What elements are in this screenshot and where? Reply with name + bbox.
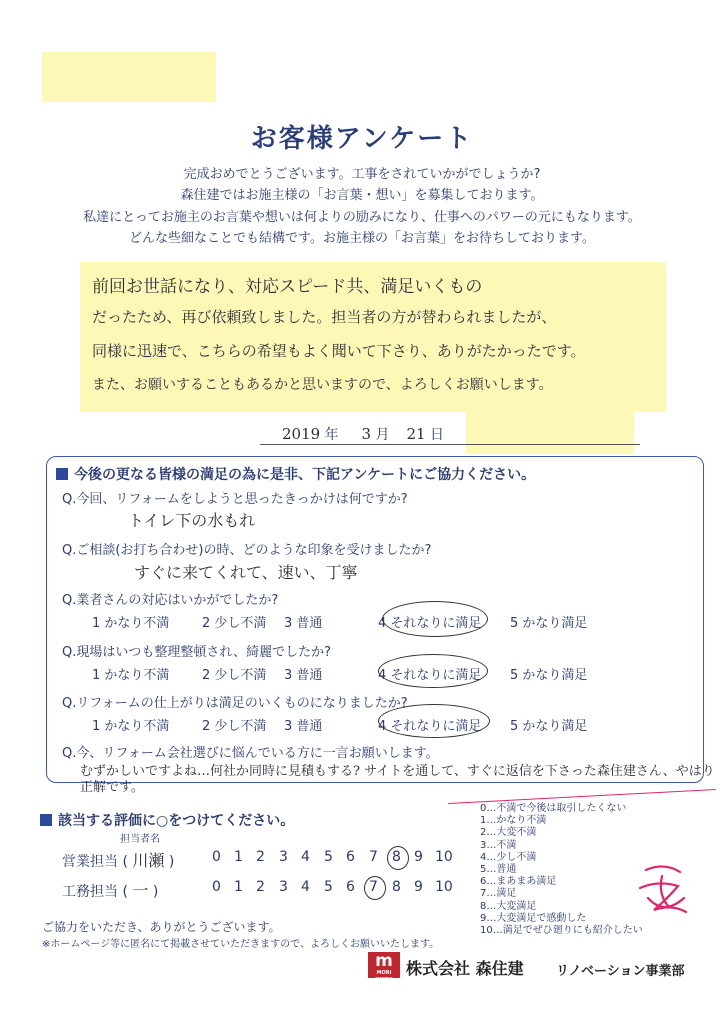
comment-line-2: だったため、再び依頼致しました。担当者の方が替わられましたが、 — [92, 308, 557, 326]
q5-option-3: 3 普通 — [284, 719, 323, 734]
office-score-2: 2 — [256, 879, 265, 895]
q5-option-1: 1 かなり不満 — [92, 719, 170, 734]
sales-score-9: 9 — [414, 849, 423, 865]
thanks-text: ご協力をいただき、ありがとうございます。 — [42, 920, 281, 934]
q3-option-4: 4 それなりに満足 — [378, 616, 482, 631]
sales-score-10: 10 — [435, 849, 453, 865]
q4-option-2: 2 少し不満 — [202, 668, 267, 683]
survey-heading-text: 今後の更なる皆様の満足の為に是非、下記アンケートにご協力ください。 — [74, 467, 536, 483]
date-underline — [260, 444, 640, 445]
q5-selected-circle — [378, 704, 490, 738]
legend-6: 6…まあまあ満足 — [480, 876, 557, 888]
legend-4: 4…少し不満 — [480, 851, 537, 863]
stamp-mark-icon — [628, 858, 698, 922]
sales-name: 川瀬 — [132, 851, 165, 870]
square-bullet-icon — [56, 468, 68, 480]
intro-line-2: 森住建ではお施主様の「お言葉・想い」を募集しております。 — [180, 188, 544, 203]
comment-line-1: 前回お世話になり、対応スピード共、満足いくもの — [92, 277, 483, 297]
sales-score-3: 3 — [279, 849, 288, 865]
legend-3: 3…不満 — [480, 839, 517, 851]
redaction-block-name — [466, 408, 634, 454]
office-score-1: 1 — [234, 879, 243, 895]
q3-selected-circle — [382, 601, 488, 637]
company-name: 株式会社 森住建 — [406, 959, 524, 978]
sales-score-circle — [387, 846, 409, 870]
question-4: Q.現場はいつも整理整頓され、綺麗でしたか? — [62, 645, 332, 660]
legend-9: 9…大変満足で感動した — [480, 912, 587, 924]
date-month-label: 月 — [375, 427, 390, 443]
date-day-label: 日 — [430, 427, 444, 443]
office-score-8: 8 — [392, 879, 401, 895]
date-year-value: 2019 — [282, 425, 321, 443]
q4-option-5: 5 かなり満足 — [510, 668, 588, 683]
legend-7: 7…満足 — [480, 888, 517, 900]
office-label: 工務担当 — [62, 884, 118, 900]
q5-option-5: 5 かなり満足 — [510, 719, 588, 734]
sales-score-6: 6 — [346, 849, 355, 865]
date-row — [282, 424, 444, 444]
staff-name-header: 担当者名 — [120, 834, 160, 845]
footer-note: ※ホームページ等に匿名にて掲載させていただきますので、よろしくお願いいたします。 — [42, 939, 440, 950]
question-2: Q.ご相談(お打ち合わせ)の時、どのような印象を受けましたか? — [62, 543, 432, 558]
legend-0: 0…不満で今後は取引したくない — [480, 803, 627, 814]
company-logo — [368, 951, 400, 983]
q5-option-2: 2 少し不満 — [202, 719, 267, 734]
comment-line-3: 同様に迅速で、こちらの希望もよく聞いて下さり、ありがたかったです。 — [92, 342, 586, 360]
answer-2: すぐに来てくれて、速い、丁寧 — [134, 563, 358, 582]
sales-score-1: 1 — [234, 849, 243, 865]
question-3: Q.業者さんの対応はいかがでしたか? — [62, 593, 279, 608]
q5-option-4: 4 それなりに満足 — [378, 719, 482, 734]
score-legend — [480, 803, 643, 937]
office-score-6: 6 — [346, 879, 355, 895]
legend-1: 1…かなり不満 — [480, 815, 547, 827]
question-6: Q.今、リフォーム会社選びに悩んでいる方に一言お願いします。 — [62, 746, 439, 761]
date-day-value: 21 — [406, 425, 426, 443]
office-score-5: 5 — [324, 879, 333, 895]
comment-line-4: また、お願いすることもあるかと思いますので、よろしくお願いします。 — [92, 377, 553, 393]
answer-6: むずかしいですよね…何社か同時に見積もする? サイトを通して、すぐに返信を下さった森住建さん、やはり正解です。 — [80, 764, 715, 795]
q3-option-1: 1 かなり不満 — [92, 616, 170, 631]
q4-option-4: 4 それなりに満足 — [378, 668, 482, 683]
sales-score-4: 4 — [301, 849, 310, 865]
q4-selected-circle — [378, 654, 488, 688]
question-1: Q.今回、リフォームをしようと思ったきっかけは何ですか? — [62, 492, 408, 507]
sales-label: 営業担当 — [62, 854, 118, 870]
q3-option-5: 5 かなり満足 — [510, 616, 588, 631]
q3-option-2: 2 少し不満 — [202, 616, 267, 631]
office-score-3: 3 — [279, 879, 288, 895]
legend-2: 2…大変不満 — [480, 827, 537, 839]
answer-1: トイレ下の水もれ — [128, 511, 256, 530]
rating-heading-text: 該当する評価に○をつけてください。 — [58, 813, 295, 829]
redaction-block-top — [42, 52, 216, 102]
office-score-10: 10 — [435, 879, 453, 895]
office-score-circle — [364, 876, 386, 900]
office-name: 一 — [132, 881, 149, 900]
sales-score-0: 0 — [212, 849, 221, 865]
sales-score-5: 5 — [324, 849, 333, 865]
intro-line-3: 私達にとってお施主のお言葉や想いは何よりの励みになり、仕事へのパワーの元にもなります。 — [83, 210, 641, 225]
date-year-label: 年 — [324, 427, 339, 443]
office-score-7: 7 — [369, 879, 378, 895]
logo-letter: m — [375, 951, 393, 971]
rating-heading — [40, 810, 294, 830]
q4-option-3: 3 普通 — [284, 668, 323, 683]
survey-heading — [56, 464, 535, 484]
division-name: リノベーション事業部 — [556, 964, 685, 979]
sales-score-7: 7 — [369, 849, 378, 865]
legend-8: 8…大変満足 — [480, 900, 537, 912]
page-title: お客様アンケート — [250, 124, 474, 154]
office-row: 工務担当 ( 一 ) — [62, 881, 159, 900]
sales-score-2: 2 — [256, 849, 265, 865]
question-5: Q.リフォームの仕上がりは満足のいくものになりましたか? — [62, 696, 408, 711]
intro-line-1: 完成おめでとうございます。工事をされていかがでしょうか? — [183, 167, 541, 182]
legend-10: 10…満足でぜひ廻りにも紹介したい — [480, 925, 643, 937]
q4-option-1: 1 かなり不満 — [92, 668, 170, 683]
sales-score-8: 8 — [392, 849, 401, 865]
office-score-0: 0 — [212, 879, 221, 895]
legend-5: 5…普通 — [480, 864, 517, 876]
office-score-4: 4 — [301, 879, 310, 895]
square-bullet-icon — [40, 814, 52, 826]
q3-option-3: 3 普通 — [284, 616, 323, 631]
intro-line-4: どんな些細なことでも結構です。お施主様の「お言葉」をお待ちしております。 — [129, 231, 595, 246]
office-score-9: 9 — [414, 879, 423, 895]
sales-row: 営業担当 ( 川瀬 ) — [62, 851, 175, 870]
logo-sub: MORI JUKEN — [375, 970, 393, 983]
date-month-value: 3 — [361, 425, 372, 443]
